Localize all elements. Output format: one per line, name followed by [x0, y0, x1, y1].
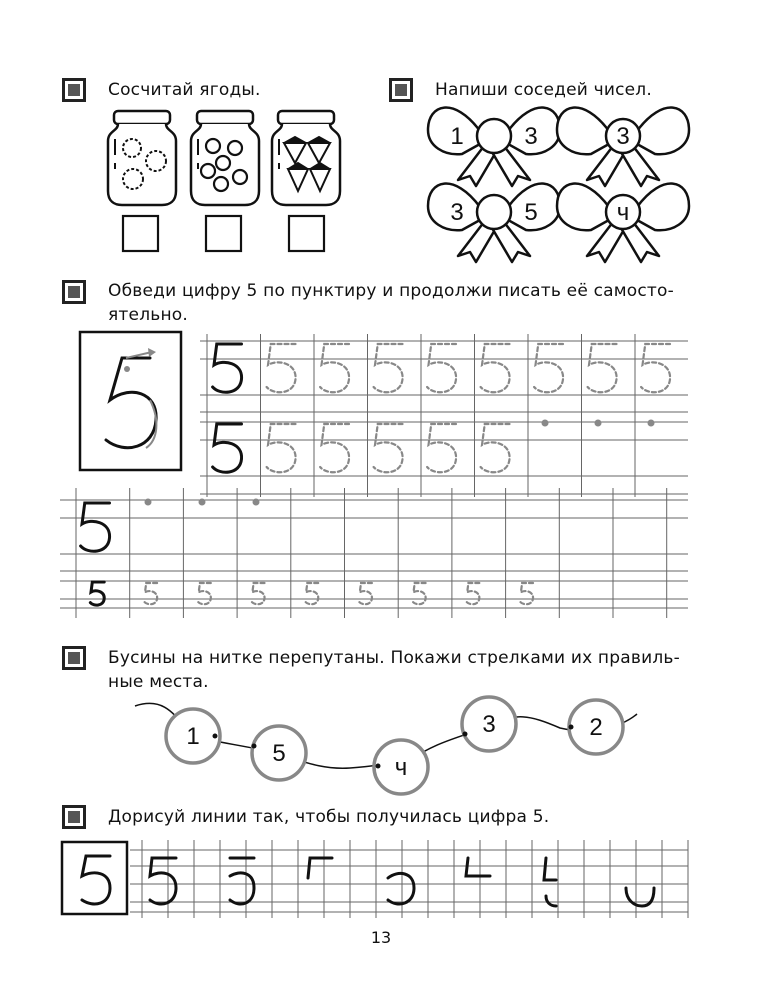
dashed-digit-icon[interactable] — [641, 344, 670, 392]
jar-blueberry-icon — [191, 111, 259, 205]
dashed-digit-icon[interactable] — [374, 344, 403, 392]
bow1-right: 3 — [524, 123, 538, 150]
bead-hole-icon — [213, 734, 218, 739]
dashed-digit-icon[interactable] — [481, 424, 510, 472]
bow-icon — [428, 108, 560, 186]
jar-raspberry-icon — [108, 111, 176, 205]
task1-text: Сосчитай ягоды. — [108, 80, 261, 100]
task4-text: Бусины на нитке перепутаны. Покажи стрелками их правиль- — [108, 648, 680, 668]
dashed-digit-icon[interactable] — [520, 583, 533, 604]
task4-text-line2: ные места. — [108, 672, 209, 692]
bead-hole-icon — [376, 764, 381, 769]
beads-group — [166, 697, 623, 794]
solid-digit-icon — [213, 424, 242, 472]
bead-hole-icon — [463, 732, 468, 737]
bead-label: 3 — [482, 711, 496, 738]
start-dot-icon — [595, 420, 602, 427]
bow3-right: 5 — [524, 199, 538, 226]
dashed-digit-icon[interactable] — [481, 344, 510, 392]
page-number: 13 — [370, 928, 392, 947]
dashed-digit-icon[interactable] — [534, 344, 563, 392]
bead-hole-icon — [252, 744, 257, 749]
dashed-digit-icon[interactable] — [320, 344, 349, 392]
dashed-digit-icon[interactable] — [305, 583, 318, 604]
solid-digit-icon — [81, 503, 110, 551]
task2-text: Напиши соседей чисел. — [435, 80, 652, 100]
partial-digit-icon[interactable] — [230, 858, 254, 904]
partial-digit-icon[interactable] — [544, 858, 556, 906]
dashed-digit-icon[interactable] — [252, 583, 265, 604]
dashed-digit-icon[interactable] — [427, 424, 456, 472]
task3-text: Обведи цифру 5 по пунктиру и продолжи писать её самосто- — [108, 281, 674, 301]
task3-text-line2: ятельно. — [108, 305, 188, 325]
bead-label: ч — [394, 754, 408, 781]
solid-digit-icon — [213, 344, 242, 392]
dashed-digit-icon[interactable] — [374, 424, 403, 472]
dashed-digit-icon[interactable] — [198, 583, 211, 604]
bow2-center: 3 — [616, 123, 630, 150]
dashed-digit-icon[interactable] — [413, 583, 426, 604]
bead-label: 1 — [186, 723, 200, 750]
task5-text: Дорисуй линии так, чтобы получилась цифра 5. — [108, 807, 550, 827]
dashed-digit-icon[interactable] — [359, 583, 372, 604]
start-dot-icon — [145, 499, 152, 506]
jar-strawberry-icon — [272, 111, 340, 205]
start-dot-icon — [648, 420, 655, 427]
bow-icon — [428, 184, 560, 262]
partial-digit-icon[interactable] — [466, 858, 490, 876]
digit-reference-box — [80, 332, 181, 470]
dashed-digit-icon[interactable] — [588, 344, 617, 392]
partial-digit-icon[interactable] — [308, 858, 332, 878]
start-dot-icon — [253, 499, 260, 506]
partial-digit-icon[interactable] — [150, 858, 176, 904]
dashed-digit-icon[interactable] — [467, 583, 480, 604]
bow1-left: 1 — [450, 123, 464, 150]
bow4-center: ч — [616, 199, 630, 226]
answer-boxes[interactable] — [123, 216, 324, 251]
start-dot-icon — [199, 499, 206, 506]
bead-hole-icon — [569, 725, 574, 730]
partial-digit-icon[interactable] — [388, 873, 414, 904]
bows-group — [428, 108, 689, 262]
start-dot-icon — [124, 366, 130, 372]
partial-digit-icon[interactable] — [626, 888, 654, 906]
dashed-digit-icon[interactable] — [320, 424, 349, 472]
bow3-left: 3 — [450, 199, 464, 226]
bead-label: 5 — [272, 740, 286, 767]
dashed-digit-icon[interactable] — [267, 344, 296, 392]
bead-label: 2 — [589, 714, 603, 741]
solid-digit-icon — [90, 582, 104, 605]
dashed-digit-icon[interactable] — [427, 344, 456, 392]
dashed-digit-icon[interactable] — [144, 583, 157, 604]
start-dot-icon — [542, 420, 549, 427]
dashed-digit-icon[interactable] — [267, 424, 296, 472]
